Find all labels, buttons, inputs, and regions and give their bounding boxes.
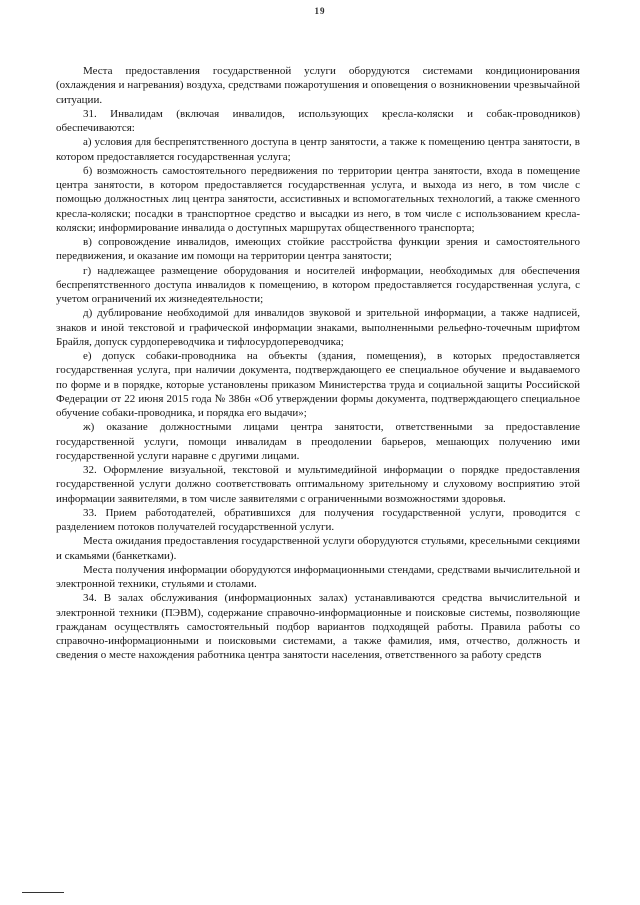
paragraph-waiting-places: Места ожидания предоставления государственной услуги оборудуются стульями, кресельными секциями и скамьями (банкетками). <box>56 535 580 562</box>
page-number: 19 <box>314 6 326 16</box>
paragraph-31-zh: ж) оказание должностными лицами центра занятости, ответственными за предоставление государственной услуги, помощи инвалидам в преодолении барьеров, мешающих получению ими государственной услуги наравне с другими лицами. <box>56 421 580 462</box>
paragraph-32: 32. Оформление визуальной, текстовой и мультимедийной информации о порядке предоставления государственной услуги должно соответствовать оптимальному зрительному и слуховому восприятию этой информации заявителями, в том числе заявителями с ограниченными возможностями здоровья. <box>56 464 580 505</box>
paragraph-31-intro: 31. Инвалидам (включая инвалидов, использующих кресла-коляски и собак-проводников) обеспечиваются: <box>56 107 580 134</box>
paragraph-31-g: г) надлежащее размещение оборудования и носителей информации, необходимых для обеспечения беспрепятственного доступа инвалидов к помещению, в котором предоставляется государственная услуга, с учетом ограничений их жизнедеятельности; <box>56 264 580 305</box>
paragraph-31-v: в) сопровождение инвалидов, имеющих стойкие расстройства функции зрения и самостоятельного передвижения, и оказание им помощи на территории центра занятости; <box>56 236 580 263</box>
paragraph-equipment: Места предоставления государственной услуги оборудуются системами кондиционирования (охлаждения и нагревания) воздуха, средствами пожаротушения и оповещения о возникновении чрезвычайной ситуации. <box>56 65 580 106</box>
paragraph-31-d: д) дублирование необходимой для инвалидов звуковой и зрительной информации, а также надписей, знаков и иной текстовой и графической информации знаками, выполненными рельефно-точечным шрифтом Брайля, допуск сурдопереводчика и тифлосурдопереводчика; <box>56 307 580 348</box>
paragraph-info-places: Места получения информации оборудуются информационными стендами, средствами вычислительной и электронной техники, стульями и столами. <box>56 563 580 590</box>
document-body <box>56 64 580 663</box>
paragraph-31-e: е) допуск собаки-проводника на объекты (здания, помещения), в которых предоставляется государственная услуга, при наличии документа, подтверждающего ее специальное обучение и выдаваемого по форме и в порядке, которые установлены приказом Министерства труда и социальной защиты Российской Федерации от 22 июня 2015 года № 386н «Об утверждении формы документа, подтверждающего специальное обучение собаки-проводника, и порядка его выдачи»; <box>56 350 580 419</box>
paragraph-31-a: а) условия для беспрепятственного доступа в центр занятости, а также к помещению центра занятости, в котором предоставляется государственная услуга; <box>56 136 580 163</box>
footer-rule <box>22 892 64 893</box>
paragraph-33: 33. Прием работодателей, обратившихся для получения государственной услуги, проводится с разделением потоков получателей государственной услуги. <box>56 506 580 533</box>
paragraph-34: 34. В залах обслуживания (информационных залах) устанавливаются средства вычислительной и электронной техники (ПЭВМ), содержание справочно-информационные и поисковые системы, позволяющие гражданам осуществлять самостоятельный подбор вариантов подходящей работы. Правила работы со справочно-информационными и поисковыми системами, а также фамилия, имя, отчество, должность и сведения о месте нахождения работника центра занятости населения, ответственного за работу средств <box>56 592 580 662</box>
paragraph-31-b: б) возможность самостоятельного передвижения по территории центра занятости, входа в помещение центра занятости, в котором предоставляется государственная услуга, и выхода из него, в том числе с помощью должностных лиц центра занятости, ассистивных и вспомогательных технологий, а также сменного кресла-коляски; посадки в транспортное средство и высадки из него, в том числе с использованием кресла-коляски; информирование инвалида о доступных маршрутах общественного транспорта; <box>56 164 580 234</box>
